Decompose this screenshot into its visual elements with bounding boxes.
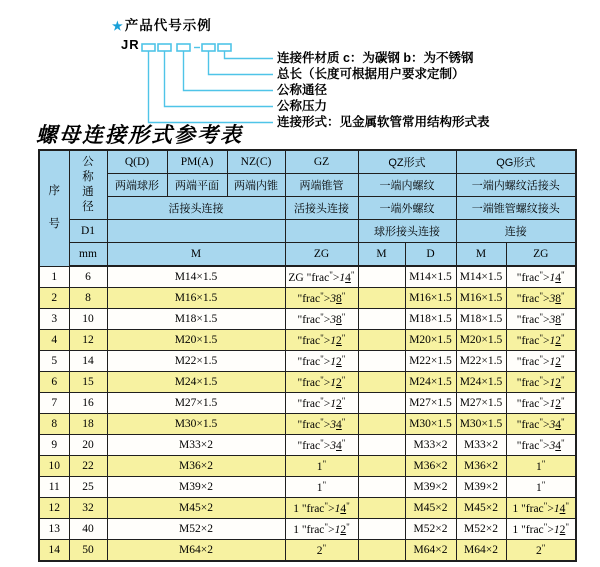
- m-cell: M20×1.5: [107, 330, 285, 351]
- seq-cell: 7: [39, 393, 69, 414]
- table-row: [39, 266, 576, 288]
- header-col-pma: PM(A): [167, 150, 227, 174]
- header-mm: mm: [69, 243, 107, 267]
- m-cell: M30×1.5: [107, 414, 285, 435]
- seq-cell: 4: [39, 330, 69, 351]
- qz-d-cell: M33×2: [405, 435, 456, 456]
- code-box-5: [218, 44, 231, 51]
- qz-d-cell: M14×1.5: [405, 266, 456, 288]
- qz-m-cell: [358, 330, 405, 351]
- mm-cell: 50: [69, 540, 107, 562]
- qg-zg-cell: 1 "frac">14": [506, 498, 576, 519]
- header-row-4: [39, 220, 576, 243]
- table-row: [39, 288, 576, 309]
- table-row: [39, 519, 576, 540]
- code-label-nominal-pressure: 公称压力: [277, 99, 328, 113]
- qg-m-cell: M36×2: [456, 456, 506, 477]
- table-row: [39, 477, 576, 498]
- m-cell: M16×1.5: [107, 288, 285, 309]
- table-row: [39, 330, 576, 351]
- qz-d-cell: M52×2: [405, 519, 456, 540]
- m-cell: M27×1.5: [107, 393, 285, 414]
- table-row: [39, 414, 576, 435]
- header-empty-m-area: [107, 220, 285, 243]
- qg-zg-cell: "frac">12": [506, 330, 576, 351]
- seq-cell: 9: [39, 435, 69, 456]
- qg-m-cell: M24×1.5: [456, 372, 506, 393]
- header-row-3: [39, 197, 576, 220]
- header-col-qd: Q(D): [107, 150, 167, 174]
- header-qz-d: D: [405, 243, 456, 267]
- header-col-gz: GZ: [285, 150, 358, 174]
- header-pma-desc: 两端平面: [167, 174, 227, 197]
- qz-d-cell: M22×1.5: [405, 351, 456, 372]
- code-box-3: [177, 44, 190, 51]
- mm-cell: 14: [69, 351, 107, 372]
- zg-cell: "frac">38": [285, 309, 358, 330]
- connector-line-4: [209, 51, 274, 75]
- qg-m-cell: M22×1.5: [456, 351, 506, 372]
- table-row: [39, 540, 576, 562]
- qg-zg-cell: "frac">12": [506, 372, 576, 393]
- qz-m-cell: [358, 266, 405, 288]
- zg-cell: "frac">12": [285, 372, 358, 393]
- qz-d-cell: M45×2: [405, 498, 456, 519]
- mm-cell: 25: [69, 477, 107, 498]
- qz-m-cell: [358, 372, 405, 393]
- table-row: [39, 456, 576, 477]
- code-label-total-length: 总长（长度可根据用户要求定制）: [277, 67, 465, 81]
- qz-m-cell: [358, 498, 405, 519]
- mm-cell: 10: [69, 309, 107, 330]
- mm-cell: 32: [69, 498, 107, 519]
- seq-cell: 10: [39, 456, 69, 477]
- zg-cell: 1 "frac">12": [285, 519, 358, 540]
- header-qz-m: M: [358, 243, 405, 267]
- qg-zg-cell: 1 "frac">12": [506, 519, 576, 540]
- seq-cell: 3: [39, 309, 69, 330]
- mm-cell: 15: [69, 372, 107, 393]
- seq-cell: 8: [39, 414, 69, 435]
- header-qg-zg: ZG: [506, 243, 576, 267]
- header-qz-external-thread: 一端外螺纹: [358, 197, 456, 220]
- code-label-nominal-diameter: 公称通径: [277, 83, 328, 97]
- nut-connection-reference-table: [38, 149, 577, 562]
- code-label-material: 连接件材质 c：为碳钢 b：为不锈钢: [277, 51, 474, 65]
- mm-cell: 6: [69, 266, 107, 288]
- table-row: [39, 351, 576, 372]
- header-qd-desc: 两端球形: [107, 174, 167, 197]
- mm-cell: 20: [69, 435, 107, 456]
- qg-zg-cell: "frac">12": [506, 393, 576, 414]
- connector-line-3: [184, 51, 274, 91]
- mm-cell: 40: [69, 519, 107, 540]
- header-qg-internal-thread-union: 一端内螺纹活接头: [456, 174, 576, 197]
- qg-zg-cell: 2": [506, 540, 576, 562]
- code-box-4: [202, 44, 215, 51]
- zg-cell: 1 "frac">14": [285, 498, 358, 519]
- qz-m-cell: [358, 519, 405, 540]
- m-cell: M18×1.5: [107, 309, 285, 330]
- table-row: [39, 309, 576, 330]
- code-label-connection-form: 连接形式：见金属软管常用结构形式表: [277, 115, 490, 129]
- mm-cell: 8: [69, 288, 107, 309]
- qz-m-cell: [358, 351, 405, 372]
- qz-m-cell: [358, 435, 405, 456]
- seq-cell: 13: [39, 519, 69, 540]
- header-d1: D1: [69, 220, 107, 243]
- connector-line-2: [165, 51, 274, 107]
- header-gz-desc: 两端锥管: [285, 174, 358, 197]
- header-zg: ZG: [285, 243, 358, 267]
- qg-zg-cell: "frac">34": [506, 435, 576, 456]
- qz-m-cell: [358, 477, 405, 498]
- header-qg-taper-thread-joint: 一端锥管螺纹接头: [456, 197, 576, 220]
- qz-m-cell: [358, 540, 405, 562]
- code-box-2: [158, 44, 171, 51]
- m-cell: M64×2: [107, 540, 285, 562]
- header-seq: [39, 150, 69, 266]
- m-cell: M22×1.5: [107, 351, 285, 372]
- seq-cell: 1: [39, 266, 69, 288]
- zg-cell: "frac">34": [285, 435, 358, 456]
- zg-cell: 1": [285, 477, 358, 498]
- mm-cell: 16: [69, 393, 107, 414]
- qz-d-cell: M24×1.5: [405, 372, 456, 393]
- qz-d-cell: M39×2: [405, 477, 456, 498]
- qg-zg-cell: "frac">34": [506, 414, 576, 435]
- qz-m-cell: [358, 456, 405, 477]
- table-row: [39, 372, 576, 393]
- seq-cell: 14: [39, 540, 69, 562]
- connector-line-1: [149, 51, 274, 123]
- code-box-1: [142, 44, 155, 51]
- qg-m-cell: M52×2: [456, 519, 506, 540]
- seq-cell: 5: [39, 351, 69, 372]
- m-cell: M39×2: [107, 477, 285, 498]
- qz-m-cell: [358, 309, 405, 330]
- qg-zg-cell: "frac">14": [506, 266, 576, 288]
- qg-m-cell: M27×1.5: [456, 393, 506, 414]
- qz-d-cell: M20×1.5: [405, 330, 456, 351]
- qz-d-cell: M18×1.5: [405, 309, 456, 330]
- code-prefix: JR: [121, 37, 140, 52]
- star-icon: ★: [112, 19, 124, 33]
- m-cell: M33×2: [107, 435, 285, 456]
- qg-m-cell: M39×2: [456, 477, 506, 498]
- header-row-1: [39, 150, 576, 174]
- table-row: [39, 393, 576, 414]
- header-ball-joint-connection: 球形接头连接: [358, 220, 456, 243]
- mm-cell: 18: [69, 414, 107, 435]
- zg-cell: ZG "frac">14": [285, 266, 358, 288]
- qz-d-cell: M64×2: [405, 540, 456, 562]
- header-col-qz: QZ形式: [358, 150, 456, 174]
- seq-cell: 6: [39, 372, 69, 393]
- m-cell: M14×1.5: [107, 266, 285, 288]
- qz-d-cell: M16×1.5: [405, 288, 456, 309]
- qg-zg-cell: 1": [506, 456, 576, 477]
- table-row: [39, 435, 576, 456]
- m-cell: M52×2: [107, 519, 285, 540]
- zg-cell: "frac">12": [285, 351, 358, 372]
- qg-m-cell: M18×1.5: [456, 309, 506, 330]
- zg-cell: "frac">12": [285, 393, 358, 414]
- qg-m-cell: M64×2: [456, 540, 506, 562]
- qg-zg-cell: "frac">12": [506, 351, 576, 372]
- m-cell: M24×1.5: [107, 372, 285, 393]
- m-cell: M45×2: [107, 498, 285, 519]
- qg-m-cell: M30×1.5: [456, 414, 506, 435]
- qg-m-cell: M16×1.5: [456, 288, 506, 309]
- zg-cell: 1": [285, 456, 358, 477]
- table-title: 螺母连接形式参考表: [36, 122, 243, 147]
- qg-m-cell: M14×1.5: [456, 266, 506, 288]
- qz-d-cell: M30×1.5: [405, 414, 456, 435]
- seq-cell: 12: [39, 498, 69, 519]
- header-row-2: [39, 174, 576, 197]
- connector-line-5: [225, 51, 274, 59]
- header-nzc-desc: 两端内锥: [227, 174, 285, 197]
- header-col-qg: QG形式: [456, 150, 576, 174]
- qz-m-cell: [358, 393, 405, 414]
- table-body: [39, 266, 576, 561]
- qz-m-cell: [358, 414, 405, 435]
- qg-m-cell: M20×1.5: [456, 330, 506, 351]
- header-empty-gz: [285, 220, 358, 243]
- diagram-title: [112, 14, 212, 34]
- qg-m-cell: M45×2: [456, 498, 506, 519]
- qg-zg-cell: 1": [506, 477, 576, 498]
- qg-m-cell: M33×2: [456, 435, 506, 456]
- seq-cell: 11: [39, 477, 69, 498]
- header-gz-union-connection: 活接头连接: [285, 197, 358, 220]
- m-cell: M36×2: [107, 456, 285, 477]
- zg-cell: "frac">38": [285, 288, 358, 309]
- zg-cell: "frac">12": [285, 330, 358, 351]
- zg-cell: "frac">34": [285, 414, 358, 435]
- zg-cell: 2": [285, 540, 358, 562]
- header-nominal-diameter: [69, 150, 107, 220]
- header-union-connection: 活接头连接: [107, 197, 285, 220]
- qg-zg-cell: "frac">38": [506, 288, 576, 309]
- header-nominal-diameter-label: 公称通径: [82, 155, 94, 214]
- mm-cell: 22: [69, 456, 107, 477]
- qz-d-cell: M27×1.5: [405, 393, 456, 414]
- header-seq-label: 序号: [48, 184, 60, 231]
- qg-zg-cell: "frac">38": [506, 309, 576, 330]
- table-row: [39, 498, 576, 519]
- header-m: M: [107, 243, 285, 267]
- header-row-5: [39, 243, 576, 267]
- qz-d-cell: M36×2: [405, 456, 456, 477]
- header-qg-connection: 连接: [456, 220, 576, 243]
- table-header: [39, 150, 576, 266]
- diagram-title-text: 产品代号示例: [124, 18, 212, 33]
- mm-cell: 12: [69, 330, 107, 351]
- header-qz-internal-thread: 一端内螺纹: [358, 174, 456, 197]
- header-col-nzc: NZ(C): [227, 150, 285, 174]
- seq-cell: 2: [39, 288, 69, 309]
- header-qg-m: M: [456, 243, 506, 267]
- qz-m-cell: [358, 288, 405, 309]
